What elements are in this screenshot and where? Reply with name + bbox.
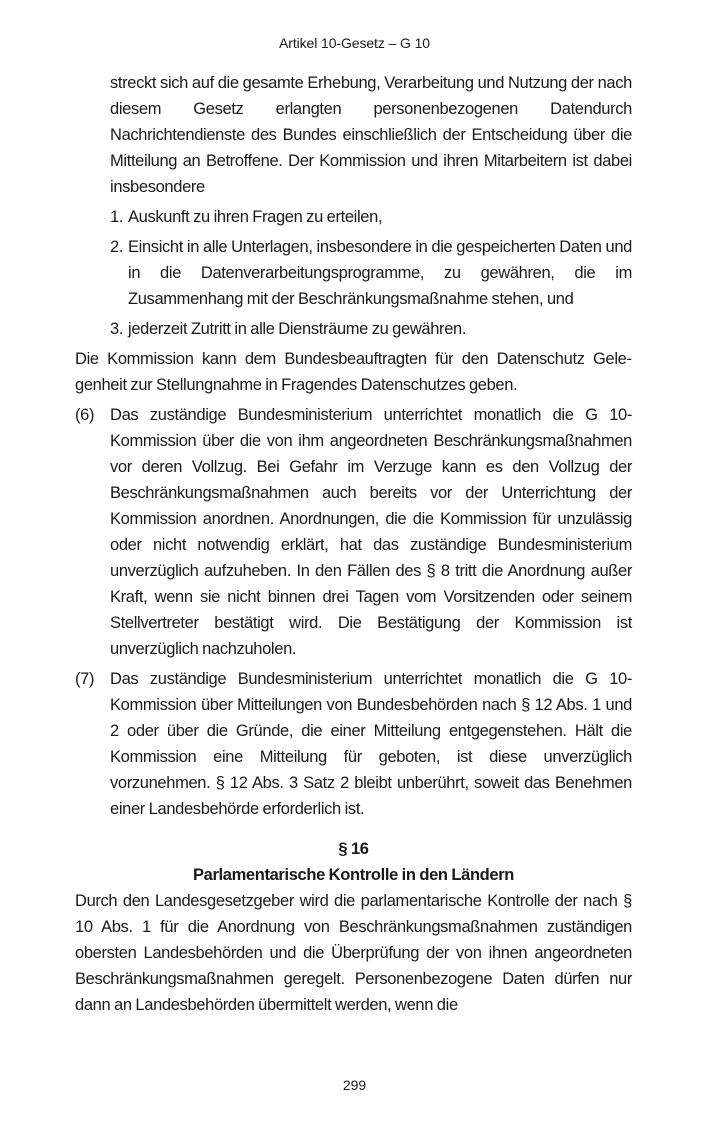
section-title: Parlamentarische Kontrolle in den Ländern	[192, 866, 515, 884]
paragraph-text: Das zuständige Bundesministerium unterrichtet monatlich die G 10-Kommission über die von ihm angeordneten Beschränkungsmaßnahmen vor deren Vollzug. Bei Gefahr im Verzuge kann es den Vollzug der Beschränkungsmaßnahmen auch bereits vor der Unterrichtung der Kommission anordnen. Anordnungen, die die Kommission für unzulässig oder nicht notwendig erklärt, hat das zuständige Bundesministerium unverzüglich aufzuheben. In den Fällen des § 8 tritt die Anordnung außer Kraft, wenn sie nicht binnen drei Tagen vom Vorsitzenden oder seinem Stellvertreter bestätigt wird. Die Bestätigung der Kommission ist unverzüglich nachzuholen.	[110, 406, 632, 658]
page-body	[75, 70, 632, 1018]
list-item-number: 2.	[110, 238, 124, 256]
running-header: Artikel 10-Gesetz – G 10	[279, 35, 430, 51]
list-item-text: jederzeit Zutritt in alle Diensträume zu gewähren.	[128, 320, 467, 338]
numbered-paragraph	[75, 666, 632, 822]
page-number: 299	[342, 1077, 367, 1093]
continuation-paragraph: streckt sich auf die gesamte Erhebung, Verarbeitung und Nutzung der nach diesem Gesetz erlangten personenbezogenen Datendurch Nachrichtendienste des Bundes einschließlich der Entscheidung über die Mitteilung an Betroffene. Der Kommission und ihren Mitarbeitern ist dabei insbesondere	[110, 74, 632, 196]
list-item	[110, 316, 632, 342]
paragraph-number: (6)	[75, 406, 95, 424]
list-item-number: 1.	[110, 208, 124, 226]
paragraph-number: (7)	[75, 670, 95, 688]
list-item	[110, 234, 632, 312]
list-item-text: Einsicht in alle Unterlagen, insbesondere in die gespeicherten Daten und in die Datenverarbeitungsprogramme, zu gewähren, die im Zusammenhang mit der Beschränkungsmaßnahme stehen, und	[128, 238, 632, 308]
section-heading	[75, 836, 632, 888]
paragraph-text: Das zuständige Bundesministerium unterrichtet monatlich die G 10-Kommission über Mitteilungen von Bundesbehörden nach § 12 Abs. 1 und 2 oder über die Gründe, die einer Mitteilung entgegenstehen. Hält die Kommission eine Mitteilung für geboten, ist diese unverzüglich vorzunehmen. § 12 Abs. 3 Satz 2 bleibt unberührt, soweit das Benehmen einer Landesbehörde erforderlich ist.	[110, 670, 632, 818]
list-item	[110, 204, 632, 230]
list-item-number: 3.	[110, 320, 124, 338]
section-paragraph: Durch den Landesgesetzgeber wird die parlamentarische Kontrolle der nach § 10 Abs. 1 für die Anordnung von Beschränkungsmaßnahmen zuständigen obersten Landesbehörden und die Überprüfung der von ihnen angeordneten Beschränkungsmaßnahmen geregelt. Personenbezogene Daten dürfen nur dann an Landesbehörden übermittelt werden, wenn die	[75, 892, 632, 1014]
numbered-paragraph	[75, 402, 632, 662]
list-item-text: Auskunft zu ihren Fragen zu erteilen,	[128, 208, 383, 226]
after-list-paragraph: Die Kommission kann dem Bundesbeauftragten für den Datenschutz Gelegenheit zur Stellungnahme in Fragendes Datenschutzes geben.	[75, 350, 632, 394]
section-number: § 16	[338, 840, 369, 858]
